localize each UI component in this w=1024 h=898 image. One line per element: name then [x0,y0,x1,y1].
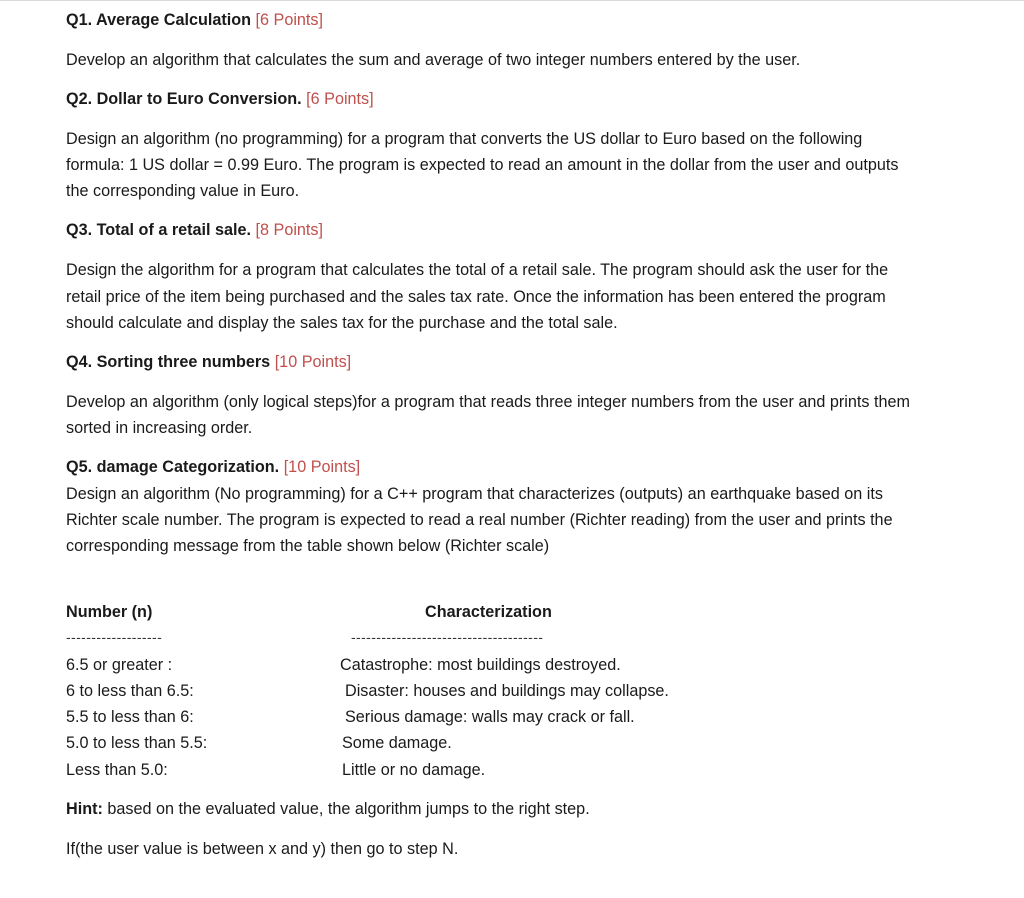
q2-title: Q2. Dollar to Euro Conversion. [66,90,302,108]
q2-body-line-1: Design an algorithm (no programming) for a program that converts the US dollar to Euro based on the following [66,130,863,148]
table-row-1-number: 6.5 or greater : [66,656,173,674]
hint-line-2: If(the user value is between x and y) then go to step N. [66,840,459,858]
q1-title: Q1. Average Calculation [66,11,252,29]
q4-body-line-2: sorted in increasing order. [66,419,253,437]
q5-body-line-2: Richter scale number. The program is expected to read a real number (Richter reading) from the user and prints the [66,511,893,529]
table-row-2-number: 6 to less than 6.5: [66,682,194,700]
table-row-4-number: 5.0 to less than 5.5: [66,734,208,752]
q1-points: [6 Points] [255,11,324,29]
hint-text: based on the evaluated value, the algorithm jumps to the right step. [102,800,590,818]
q5-title: Q5. damage Categorization. [66,458,280,476]
hint-line [66,799,590,819]
table-header-characterization: Characterization [425,603,552,621]
table-row-3-characterization: Serious damage: walls may crack or fall. [345,708,635,726]
table-row-3-number: 5.5 to less than 6: [66,708,194,726]
q4-points: [10 Points] [274,353,352,371]
q5-body-line-1: Design an algorithm (No programming) for a C++ program that characterizes (outputs) an earthquake based on its [66,485,883,503]
q4-title: Q4. Sorting three numbers [66,353,271,371]
q5-points: [10 Points] [283,458,361,476]
q3-title: Q3. Total of a retail sale. [66,221,252,239]
hint-label: Hint: [66,800,103,818]
q5-body-line-3: corresponding message from the table shown below (Richter scale) [66,537,550,555]
q5-heading [66,457,360,477]
table-row-4-characterization: Some damage. [342,734,452,752]
table-row-5-characterization: Little or no damage. [342,761,486,779]
q3-heading [66,220,323,240]
q1-body-line-1: Develop an algorithm that calculates the sum and average of two integer numbers entered by the user. [66,51,801,69]
table-divider-left: ------------------- [66,629,163,645]
q1-heading [66,10,323,30]
table-header-number: Number (n) [66,603,153,621]
q3-points: [8 Points] [255,221,324,239]
table-row-5-number: Less than 5.0: [66,761,168,779]
q3-body-line-1: Design the algorithm for a program that calculates the total of a retail sale. The program should ask the user for the [66,261,889,279]
q3-body-line-3: should calculate and display the sales tax for the purchase and the total sale. [66,314,618,332]
table-divider-right: -------------------------------------- [351,629,544,645]
q2-body-line-2: formula: 1 US dollar = 0.99 Euro. The program is expected to read an amount in the dollar from the user and outputs [66,156,899,174]
q4-heading [66,352,351,372]
table-row-1-characterization: Catastrophe: most buildings destroyed. [340,656,621,674]
q3-body-line-2: retail price of the item being purchased and the sales tax rate. Once the information has been entered the program [66,288,886,306]
q2-heading [66,89,374,109]
q2-points: [6 Points] [306,90,374,108]
table-row-2-characterization: Disaster: houses and buildings may collapse. [345,682,669,700]
q2-body-line-3: the corresponding value in Euro. [66,182,300,200]
q4-body-line-1: Develop an algorithm (only logical steps)for a program that reads three integer numbers from the user and prints them [66,393,910,411]
